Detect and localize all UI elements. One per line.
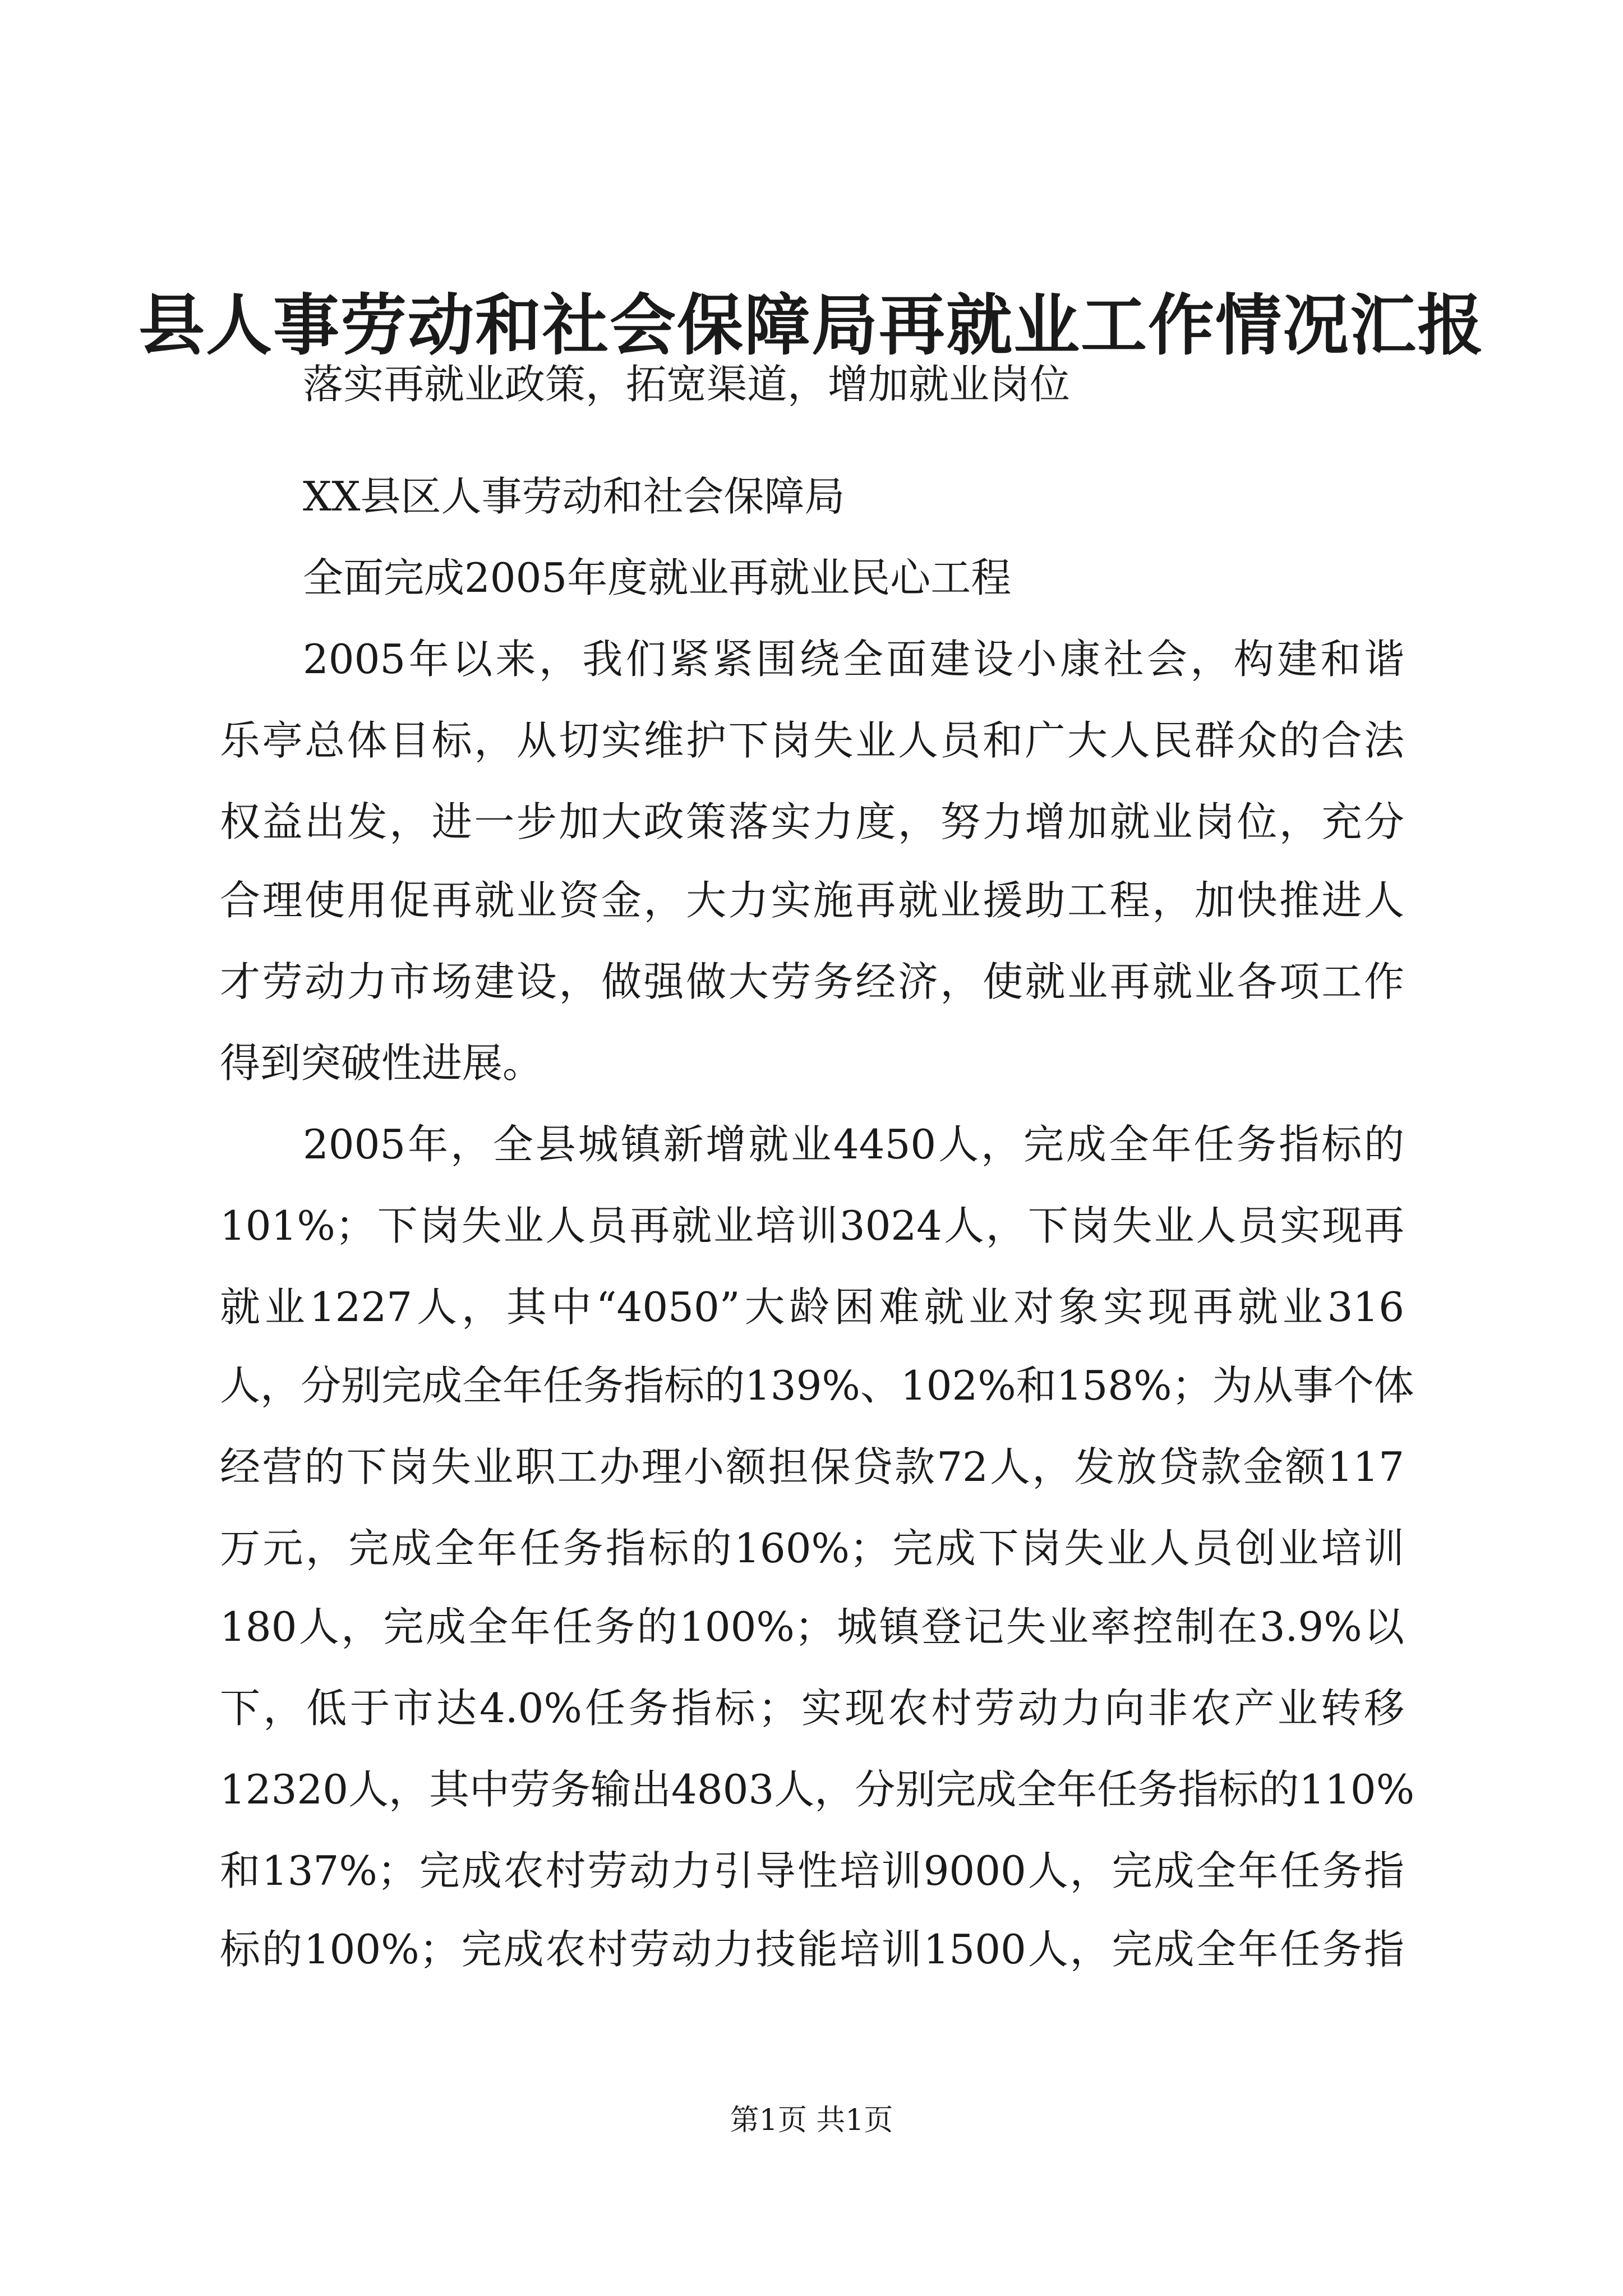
paragraph-line: 下，低于市达4.0%任务指标；实现农村劳动力向非农产业转移	[220, 1685, 1404, 1732]
subtitle-line: 全面完成2005年度就业再就业民心工程	[303, 554, 1012, 601]
paragraph-line: 就业1227人，其中“4050”大龄困难就业对象实现再就业316	[220, 1283, 1404, 1331]
page-number: 第1页 共1页	[730, 2104, 893, 2137]
paragraph-line: 乐亭总体目标，从切实维护下岗失业人员和广大人民群众的合法	[220, 717, 1404, 764]
paragraph-line: 人，分别完成全年任务指标的139%、102%和158%；为从事个体	[220, 1362, 1414, 1409]
paragraph-line: 180人，完成全年任务的100%；城镇登记失业率控制在3.9%以	[220, 1603, 1404, 1650]
paragraph-line: 合理使用促再就业资金，大力实施再就业援助工程，加快推进人	[220, 877, 1404, 924]
paragraph-line: 101%；下岗失业人员再就业培训3024人，下岗失业人员实现再	[220, 1202, 1404, 1249]
paragraph-line: 经营的下岗失业职工办理小额担保贷款72人，发放贷款金额117	[220, 1443, 1404, 1490]
subtitle-line: XX县区人事劳动和社会保障局	[303, 473, 845, 520]
paragraph-line: 12320人，其中劳务输出4803人，分别完成全年任务指标的110%	[220, 1766, 1415, 1813]
paragraph-line: 得到突破性进展。	[220, 1039, 543, 1087]
paragraph-line: 和137%；完成农村劳动力引导性培训9000人，完成全年任务指	[220, 1847, 1404, 1894]
paragraph-line: 标的100%；完成农村劳动力技能培训1500人，完成全年任务指	[220, 1926, 1404, 1973]
document-title: 县人事劳动和社会保障局再就业工作情况汇报	[138, 286, 1484, 364]
paragraph-line: 2005年以来，我们紧紧围绕全面建设小康社会，构建和谐	[303, 636, 1404, 683]
subtitle-line: 落实再就业政策，拓宽渠道，增加就业岗位	[303, 361, 1071, 408]
paragraph-line: 才劳动力市场建设，做强做大劳务经济，使就业再就业各项工作	[220, 958, 1404, 1005]
paragraph-line: 权益出发，进一步加大政策落实力度，努力增加就业岗位，充分	[220, 798, 1404, 845]
paragraph-line: 2005年，全县城镇新增就业4450人，完成全年任务指标的	[303, 1121, 1404, 1168]
paragraph-line: 万元，完成全年任务指标的160%；完成下岗失业人员创业培训	[220, 1525, 1404, 1572]
